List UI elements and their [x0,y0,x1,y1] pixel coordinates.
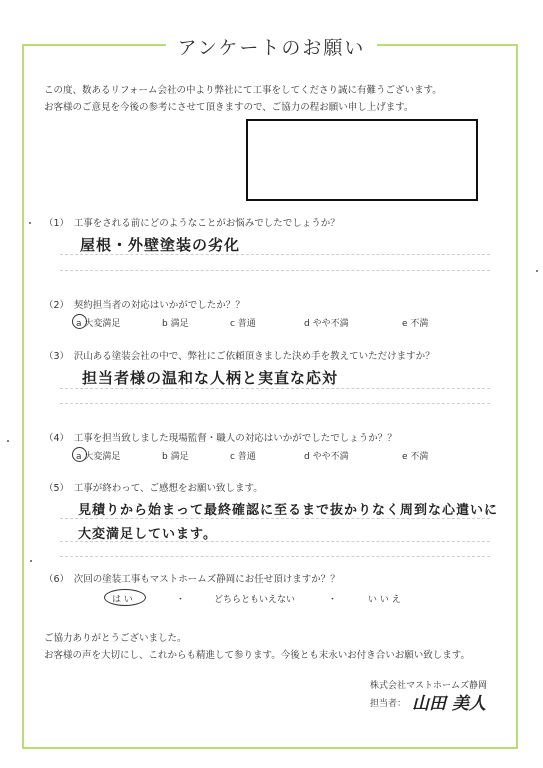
q2-option-b: b 満足 [162,319,189,329]
redaction-box [246,119,478,201]
selected-circle [72,447,87,462]
staff-label: 担当者： [370,699,407,709]
closing-line: お客様の声を大切にし、これからも精進して参ります。今後とも末永いお付き合いお願い致します。 [44,650,470,661]
question-3: （3） 沢山ある塗装会社の中で、弊社にご依頼頂きました決め手を教えていただけますか？ [44,351,435,362]
scan-speck [30,560,32,562]
selected-circle [72,314,87,329]
q2-option-c: c 普通 [230,319,256,329]
answer-1: 屋根・外壁塗装の劣化 [80,236,241,254]
answer-5-line-2: 大変満足しています。 [78,527,217,542]
answer-rule [60,388,490,389]
q6-option-no: い い え [368,595,401,605]
q6-option-yes: は い [112,595,133,605]
closing-line: ご協力ありがとうございました。 [44,633,187,644]
intro-line: お客様のご意見を今後の参考にさせて頂きますので、ご協力の程お願い申し上げます。 [44,102,414,113]
scan-speck [7,440,9,442]
q4-option-e: e 不満 [402,452,429,462]
q6-separator: ・ [328,595,338,605]
answer-5-line-1: 見積りから始まって最終確認に至るまで抜かりなく周到な心遣いに [78,503,499,518]
title-wrap [0,33,543,60]
selected-circle [104,589,146,606]
scan-speck [536,270,538,272]
answer-rule [60,403,490,404]
question-2: （2） 契約担当者の対応はいかがでしたか？？ [44,300,245,311]
q2-option-a: a 大変満足 [76,319,121,329]
q6-option-neutral: どちらともいえない [214,595,296,605]
q4-option-b: b 満足 [162,452,189,462]
question-5: （5） 工事が終わって、ご感想をお願い致します。 [44,483,263,494]
answer-rule [60,254,490,255]
q4-option-a: a 大変満足 [76,452,121,462]
scan-speck [29,222,31,224]
answer-3: 担当者様の温和な人柄と実直な応対 [82,369,339,387]
staff-signature: 山田 美人 [412,694,486,714]
q4-option-d: d やや不満 [304,452,349,462]
question-4: （4） 工事を担当致しました現場監督・職人の対応はいかがでしたでしょうか？？ [44,433,397,444]
answer-rule [60,518,490,519]
answer-rule [60,556,490,557]
intro-line: この度、数あるリフォーム会社の中より弊社にて工事をしてくださり誠に有難うございます。 [44,85,442,96]
answer-rule [60,270,490,271]
page-title: アンケートのお願い [166,33,378,60]
q2-option-e: e 不満 [402,319,429,329]
q2-option-d: d やや不満 [304,319,349,329]
q6-separator: ・ [176,595,186,605]
question-6: （6） 次回の塗装工事もマストホームズ静岡にお任せ頂けますか？？ [44,574,340,585]
intro-text [44,82,442,116]
question-1: （1） 工事をされる前にどのようなことがお悩みでしたでしょうか？ [44,218,340,229]
answer-rule [60,541,490,542]
closing-text [44,630,470,664]
company-name: 株式会社マストホームズ静岡 [370,681,488,691]
q4-option-c: c 普通 [230,452,256,462]
